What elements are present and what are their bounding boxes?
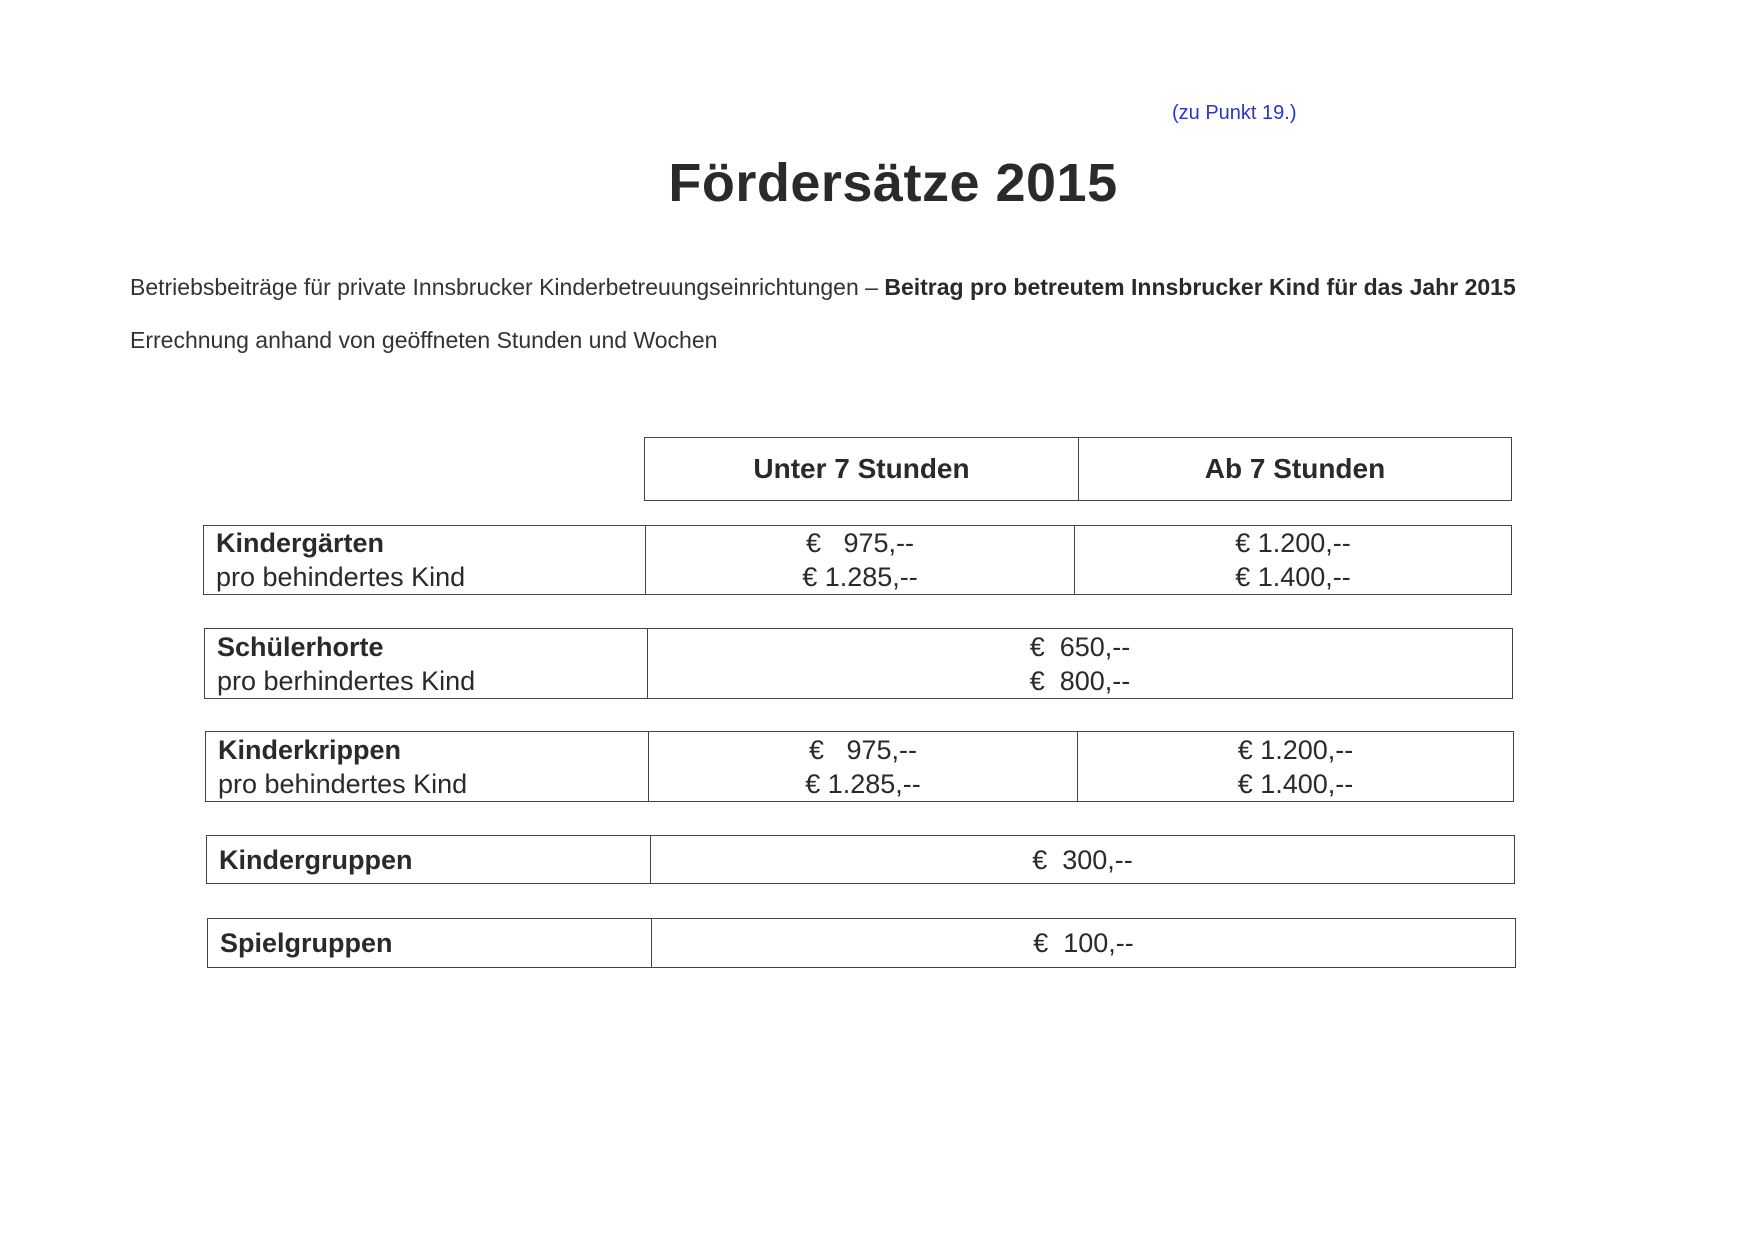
table-row (204, 628, 1513, 699)
amount: € 975,-- (808, 734, 918, 765)
row-label (207, 836, 650, 883)
intro-text (130, 274, 1516, 301)
amount-disabled-child: € 1.285,-- (805, 768, 921, 799)
intro-text-bold: Beitrag pro betreutem Innsbrucker Kind für das Jahr 2015 (884, 274, 1516, 300)
category-name: Kinderkrippen (218, 734, 402, 765)
header-under-7-hours: Unter 7 Stunden (753, 453, 970, 484)
amount: € 1.200,-- (1237, 734, 1354, 765)
table-row (205, 731, 1514, 802)
table-header-row (644, 437, 1512, 501)
value-all (647, 629, 1512, 698)
value-all (650, 836, 1514, 883)
value-from-7 (1077, 732, 1513, 801)
category-name: Kindergärten (216, 528, 385, 558)
value-under-7 (645, 526, 1074, 594)
amount-disabled-child: € 800,-- (1029, 665, 1131, 696)
amount: € 100,-- (1033, 928, 1134, 958)
table-row (203, 525, 1512, 595)
category-sublabel: pro behindertes Kind (216, 562, 466, 592)
amount-disabled-child: € 1.285,-- (802, 562, 918, 592)
category-name: Spielgruppen (220, 928, 393, 958)
reference-note: (zu Punkt 19.) (1172, 102, 1297, 124)
category-name: Kindergruppen (219, 844, 413, 875)
amount: € 975,-- (805, 528, 915, 558)
category-sublabel: pro behindertes Kind (218, 768, 468, 799)
amount: € 300,-- (1032, 844, 1133, 875)
category-name: Schülerhorte (217, 631, 384, 662)
value-under-7 (648, 732, 1077, 801)
amount-disabled-child: € 1.400,-- (1235, 562, 1351, 592)
amount-disabled-child: € 1.400,-- (1237, 768, 1354, 799)
intro-text-normal: Betriebsbeiträge für private Innsbrucker Kinderbetreuungseinrichtungen – (130, 274, 885, 300)
row-label (204, 526, 645, 594)
header-from-7-hours: Ab 7 Stunden (1078, 438, 1511, 500)
row-label (205, 629, 647, 698)
row-label (206, 732, 648, 801)
amount: € 1.200,-- (1235, 528, 1351, 558)
table-row (206, 835, 1515, 884)
amount: € 650,-- (1029, 631, 1131, 662)
value-all (651, 919, 1515, 967)
method-text: Errechnung anhand von geöffneten Stunden und Wochen (130, 327, 718, 353)
row-label (208, 919, 651, 967)
category-sublabel: pro berhindertes Kind (217, 665, 476, 696)
page-title: Fördersätze 2015 (668, 153, 1118, 213)
table-row (207, 918, 1516, 968)
value-from-7 (1074, 526, 1511, 594)
